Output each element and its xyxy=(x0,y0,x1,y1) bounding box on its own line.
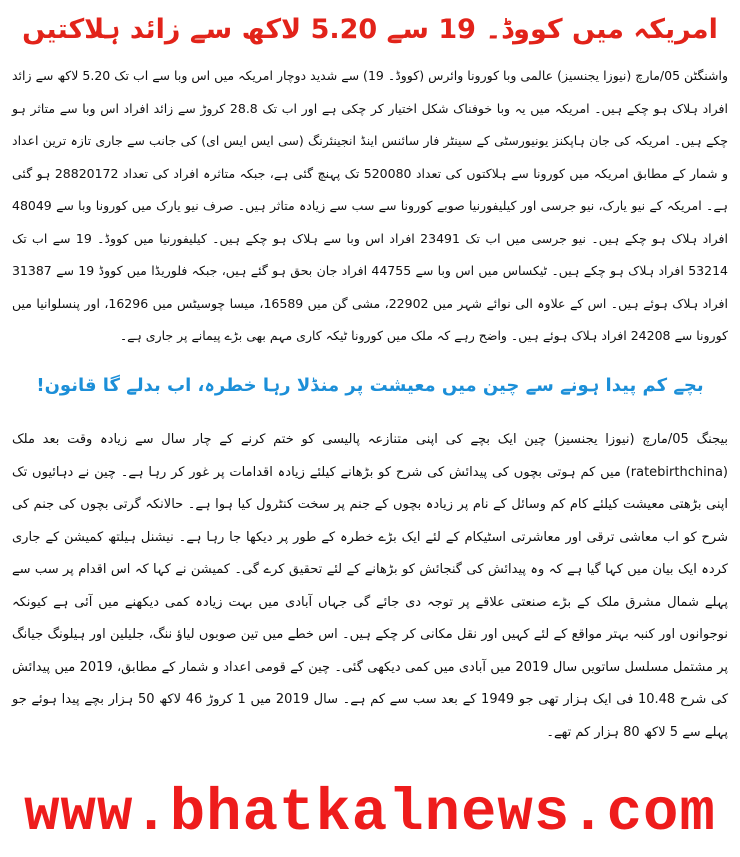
article1-body: واشنگٹن 05/مارچ (نیوزا یجنسیز) عالمی وبا کورونا وائرس (کووڈ۔ 19) سے شدید دوچار امریکہ میں اس وبا سے اب تک 5.20 لاکھ سے زائد افراد ہلاک ہو چکے ہیں۔ امریکہ میں یہ وبا خوفناک شکل اختیار کر چکی ہے اور اب تک 28.8 کروڑ سے زائد افراد اس وبا سے متاثر ہو چکے ہیں۔ امریکہ کی جان ہاپکنز یونیورسٹی کے سینٹر فار سائنس اینڈ انجینئرنگ (سی ایس ایس ای) کی جانب سے جاری تازہ ترین اعداد و شمار کے مطابق امریکہ میں کورونا سے ہلاکتوں کی تعداد 520080 تک پہنچ گئی ہے، جبکہ متاثرہ افراد کی تعداد 28820172 ہو گئی ہے۔ امریکہ کے نیو یارک، نیو جرسی اور کیلیفورنیا صوبے کورونا سے سب سے زیادہ متاثر ہیں۔ صرف نیو یارک میں کورونا وبا سے 48049 افراد ہلاک ہو چکے ہیں۔ نیو جرسی میں اب تک 23491 افراد اس وبا سے ہلاک ہو چکے ہیں۔ کیلیفورنیا میں کووڈ۔ 19 سے اب تک 53214 افراد ہلاک ہو چکے ہیں۔ ٹیکساس میں اس وبا سے 44755 افراد جان بحق ہو گئے ہیں، جبکہ فلوریڈا میں کووڈ 19 سے 31387 افراد ہلاک ہوئے ہیں۔ اس کے علاوہ الی نوائے شہر میں 22902، مشی گن میں 16589، میسا چوسیٹس میں 16296، اور پنسلوانیا میں کورونا سے 24208 افراد ہلاک ہوئے ہیں۔ واضح رہے کہ ملک میں کورونا ٹیکہ کاری مہم بھی بڑے پیمانے پر جاری ہے۔ xyxy=(12,68,728,343)
article2-body: بیجنگ 05/مارچ (نیوزا یجنسیز) چین ایک بچے کی اپنی متنازعہ پالیسی کو ختم کرنے کے چار سال سے زیادہ وقت بعد ملک (ratebirthchina) میں کم ہوتی بچوں کی پیدائش کی شرح کو بڑھانے کیلئے زیادہ اقدامات پر غور کر رہا ہے۔ چین نے دہائیوں تک اپنی بڑھتی معیشت کیلئے کام کم وسائل کے نام پر زیادہ بچوں کے جنم پر سخت کنٹرول کیا ہوا ہے۔ حالانکہ گرتی بچوں کی جنم کی شرح کو اب معاشی ترقی اور معاشرتی اسٹیکام کے لئے ایک بڑے خطرہ کے طور پر دیکھا جا رہا ہے۔ نیشنل ہیلتھ کمیشن کے جاری کردہ ایک بیان میں کہا گیا ہے کہ وہ پیدائش کی گنجائش کو بڑھانے کے لئے تحقیق کرے گی۔ کمیشن نے کہا کہ اس اقدام پر سب سے پہلے شمال مشرق ملک کے بڑے صنعتی علاقے پر توجہ دی جائے گی جہاں آبادی میں بہت زیادہ کمی دیکھنے میں آئی ہے کیونکہ نوجوانوں اور کنبہ بہتر مواقع کے لئے کہیں اور نقل مکانی کر چکے ہیں۔ اس خطے میں تین صوبوں لیاؤ ننگ، جلیلین اور ہیلونگ جیانگ پر مشتمل مسلسل ساتویں سال 2019 میں آبادی میں کمی دیکھی گئی۔ چین کے قومی اعداد و شمار کے مطابق، 2019 میں پیدائش کی شرح 10.48 فی ایک ہزار تھی جو 1949 کے بعد سب سے کم ہے۔ سال 2019 میں 1 کروڑ 46 لاکھ 50 ہزار بچے پیدا ہوئے جو پہلے سے 5 لاکھ 80 ہزار کم تھے۔ xyxy=(12,432,729,740)
article2-headline: بچے کم پیدا ہونے سے چین میں معیشت پر منڈلا رہا خطرہ، اب بدلے گا قانون! xyxy=(36,375,704,396)
site-watermark: www.bhatkalnews.com xyxy=(24,780,716,847)
article1-headline: امریکہ میں کووڈ۔ 19 سے 5.20 لاکھ سے زائد ہلاکتیں xyxy=(22,14,718,45)
